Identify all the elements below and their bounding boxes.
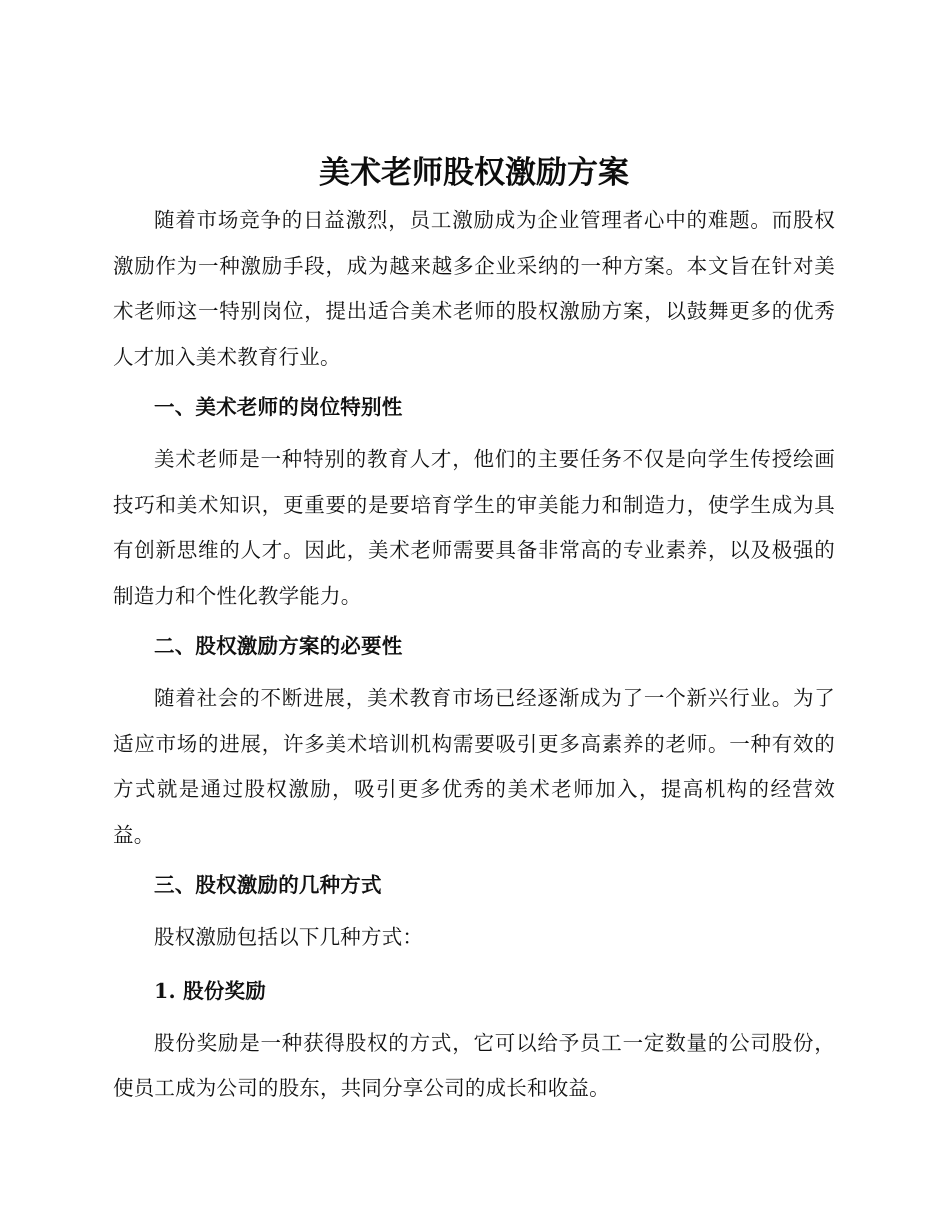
section-1-paragraph: 美术老师是一种特别的教育人才，他们的主要任务不仅是向学生传授绘画技巧和美术知识，更重要的是要培育学生的审美能力和制造力，使学生成为具有创新思维的人才。因此，美术老师需要具备非常高的专业素养，以及极强的制造力和个性化教学能力。 [113, 447, 835, 608]
section-heading-2: 二、股权激励方案的必要性 [154, 634, 403, 658]
spacer [113, 380, 835, 387]
section-heading-1: 一、美术老师的岗位特别性 [154, 395, 403, 419]
spacer [113, 905, 835, 915]
subsection-1-paragraph: 股份奖励是一种获得股权的方式，它可以给予员工一定数量的公司股份，使员工成为公司的股东，共同分享公司的成长和收益。 [113, 1030, 835, 1100]
document-page [113, 148, 835, 1112]
spacer [113, 619, 835, 626]
subsection-heading-1: 1. 股份奖励 [154, 978, 266, 1003]
spacer [113, 961, 835, 971]
section-heading-3: 三、股权激励的几种方式 [154, 873, 382, 897]
spacer [113, 858, 835, 865]
spacer [113, 666, 835, 676]
intro-paragraph: 随着市场竞争的日益激烈，员工激励成为企业管理者心中的难题。而股权激励作为一种激励手段，成为越来越多企业采纳的一种方案。本文旨在针对美术老师这一特别岗位，提出适合美术老师的股权激励方案，以鼓舞更多的优秀人才加入美术教育行业。 [113, 208, 835, 369]
spacer [113, 427, 835, 437]
section-3-paragraph: 股权激励包括以下几种方式： [154, 925, 424, 949]
section-2-paragraph: 随着社会的不断进展，美术教育市场已经逐渐成为了一个新兴行业。为了适应市场的进展，许多美术培训机构需要吸引更多高素养的老师。一种有效的方式就是通过股权激励，吸引更多优秀的美术老师加入，提高机构的经营效益。 [113, 686, 835, 847]
spacer [113, 1011, 835, 1021]
document-title: 美术老师股权激励方案 [319, 155, 629, 191]
